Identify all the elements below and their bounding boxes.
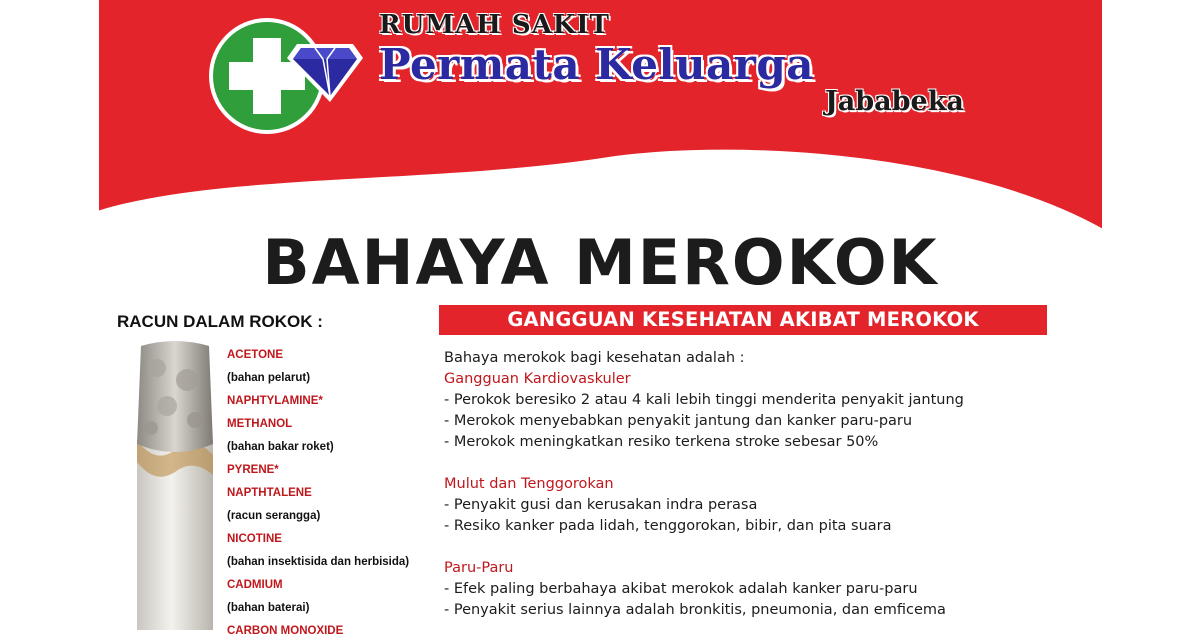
effect-item: - Penyakit serius lainnya adalah bronkitis, pneumonia, dan emficema xyxy=(444,602,946,618)
toxin-description: (racun serangga) xyxy=(227,510,321,522)
effect-item: - Penyakit gusi dan kerusakan indra perasa xyxy=(444,497,758,513)
toxins-heading: RACUN DALAM ROKOK : xyxy=(117,312,323,331)
toxin-description: (bahan pelarut) xyxy=(227,372,311,384)
toxin-name: ACETONE xyxy=(227,349,284,361)
toxin-description: (bahan baterai) xyxy=(227,602,310,614)
toxin-list xyxy=(227,344,447,643)
effects-intro: Bahaya merokok bagi kesehatan adalah : xyxy=(444,350,745,366)
toxin-name: CARBON MONOXIDE xyxy=(227,625,344,637)
effect-item: - Merokok meningkatkan resiko terkena stroke sebesar 50% xyxy=(444,434,879,450)
effect-item: - Efek paling berbahaya akibat merokok adalah kanker paru-paru xyxy=(444,581,918,597)
poster xyxy=(99,0,1102,637)
effect-group-cardiovascular xyxy=(444,369,1064,453)
toxin-name: PYRENE* xyxy=(227,464,279,476)
effect-group-lungs xyxy=(444,558,1064,621)
hospital-logo-icon xyxy=(205,10,365,140)
effect-item: - Perokok beresiko 2 atau 4 kali lebih tinggi menderita penyakit jantung xyxy=(444,392,964,408)
effect-group-title: Paru-Paru xyxy=(444,560,514,576)
hospital-type: RUMAH SAKIT xyxy=(379,10,610,40)
hospital-name: Permata Keluarga xyxy=(379,40,814,89)
effect-group-mouth-throat xyxy=(444,474,1064,537)
cigarette-illustration-icon xyxy=(135,340,215,630)
toxin-name: CADMIUM xyxy=(227,579,283,591)
effects-content xyxy=(444,348,1064,642)
hospital-branch: Jababeka xyxy=(825,86,964,117)
effect-group-title: Gangguan Kardiovaskuler xyxy=(444,371,631,387)
page-title: BAHAYA MEROKOK xyxy=(262,226,939,299)
toxin-description: (bahan insektisida dan herbisida) xyxy=(227,556,410,568)
effect-item: - Resiko kanker pada lidah, tenggorokan, bibir, dan pita suara xyxy=(444,518,892,534)
effect-group-title: Mulut dan Tenggorokan xyxy=(444,476,614,492)
effects-banner: GANGGUAN KESEHATAN AKIBAT MEROKOK xyxy=(439,305,1047,335)
toxin-description: (bahan bakar roket) xyxy=(227,441,334,453)
toxin-name: METHANOL xyxy=(227,418,293,430)
effect-item: - Merokok menyebabkan penyakit jantung dan kanker paru-paru xyxy=(444,413,913,429)
toxin-name: NAPTHTALENE xyxy=(227,487,312,499)
toxin-name: NAPHTYLAMINE* xyxy=(227,395,323,407)
toxin-name: NICOTINE xyxy=(227,533,282,545)
